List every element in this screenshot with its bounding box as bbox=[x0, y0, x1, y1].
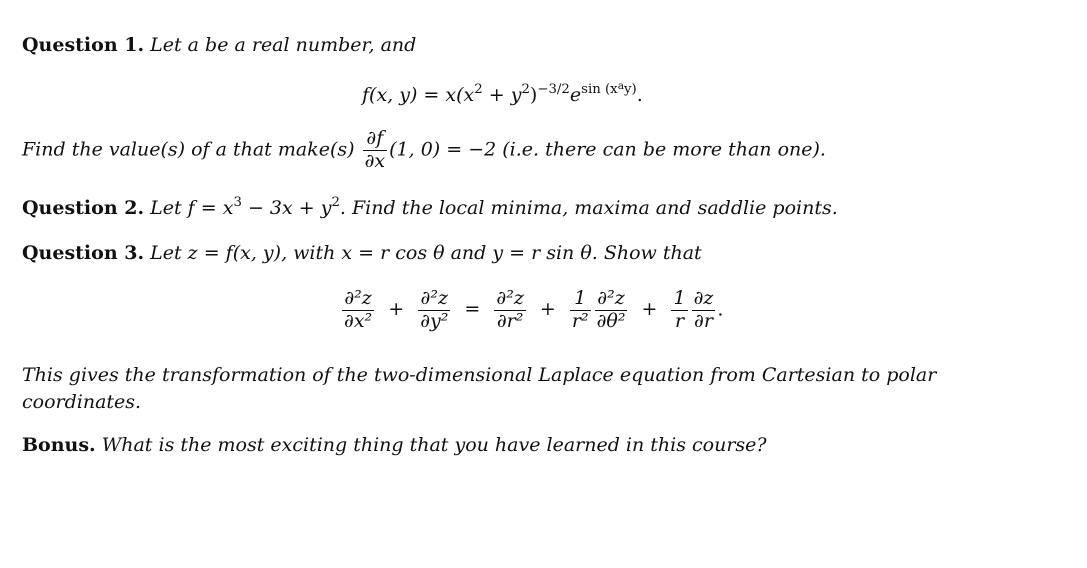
question-1-task bbox=[22, 128, 826, 173]
question-1-find-text: Find the value(s) of a that make(s) bbox=[22, 138, 355, 161]
question-3-label: Question 3. bbox=[22, 242, 145, 264]
bonus-label: Bonus. bbox=[22, 434, 96, 456]
partial-derivative-fraction: $\frac{\partial f}{\partial x}$ bbox=[364, 127, 386, 172]
bonus-text: What is the most exciting thing that you have learned in this course? bbox=[101, 434, 767, 456]
question-3-remark: This gives the transformation of the two-dimensional Laplace equation from Cartesian to polar coordinates. bbox=[22, 364, 937, 413]
question-1-condition: (1, 0) = −2 (i.e. there can be more than one). bbox=[389, 138, 826, 161]
question-1-label: Question 1. bbox=[22, 34, 145, 56]
question-2: Question 2. Let $f = x^3 - 3x + y^2$. Find the local minima, maxima and saddlie points. bbox=[22, 195, 838, 219]
function-definition: f(x, $y) = x(x^2 + y^2)^{-3/2}e^{sin (x^ay)}$. bbox=[362, 78, 643, 106]
question-1-intro-text: Let a be a real number, and bbox=[150, 34, 417, 56]
question-1-intro bbox=[22, 34, 416, 56]
bonus-question bbox=[22, 434, 767, 456]
laplace-equation: $\frac{\text{∂²z}}{\text{∂x²}}$ + $\frac{\text{∂²z}}{\text{∂y²}}$ = $\frac{\text{∂²z}}{\text{∂r²}}$ + $\frac{1}{\text{r²}}$ $\frac{\text{∂²z}}{\text{∂θ²}}$ + $\frac{1}{r}$ $\frac{\partial z}{\partial r}$ . bbox=[344, 287, 724, 332]
question-2-label: Question 2. bbox=[22, 197, 145, 219]
question-3-text: Let z = f(x, y), with x = r cos θ and y = r sin θ. Show that bbox=[150, 242, 702, 264]
question-3 bbox=[22, 242, 702, 264]
